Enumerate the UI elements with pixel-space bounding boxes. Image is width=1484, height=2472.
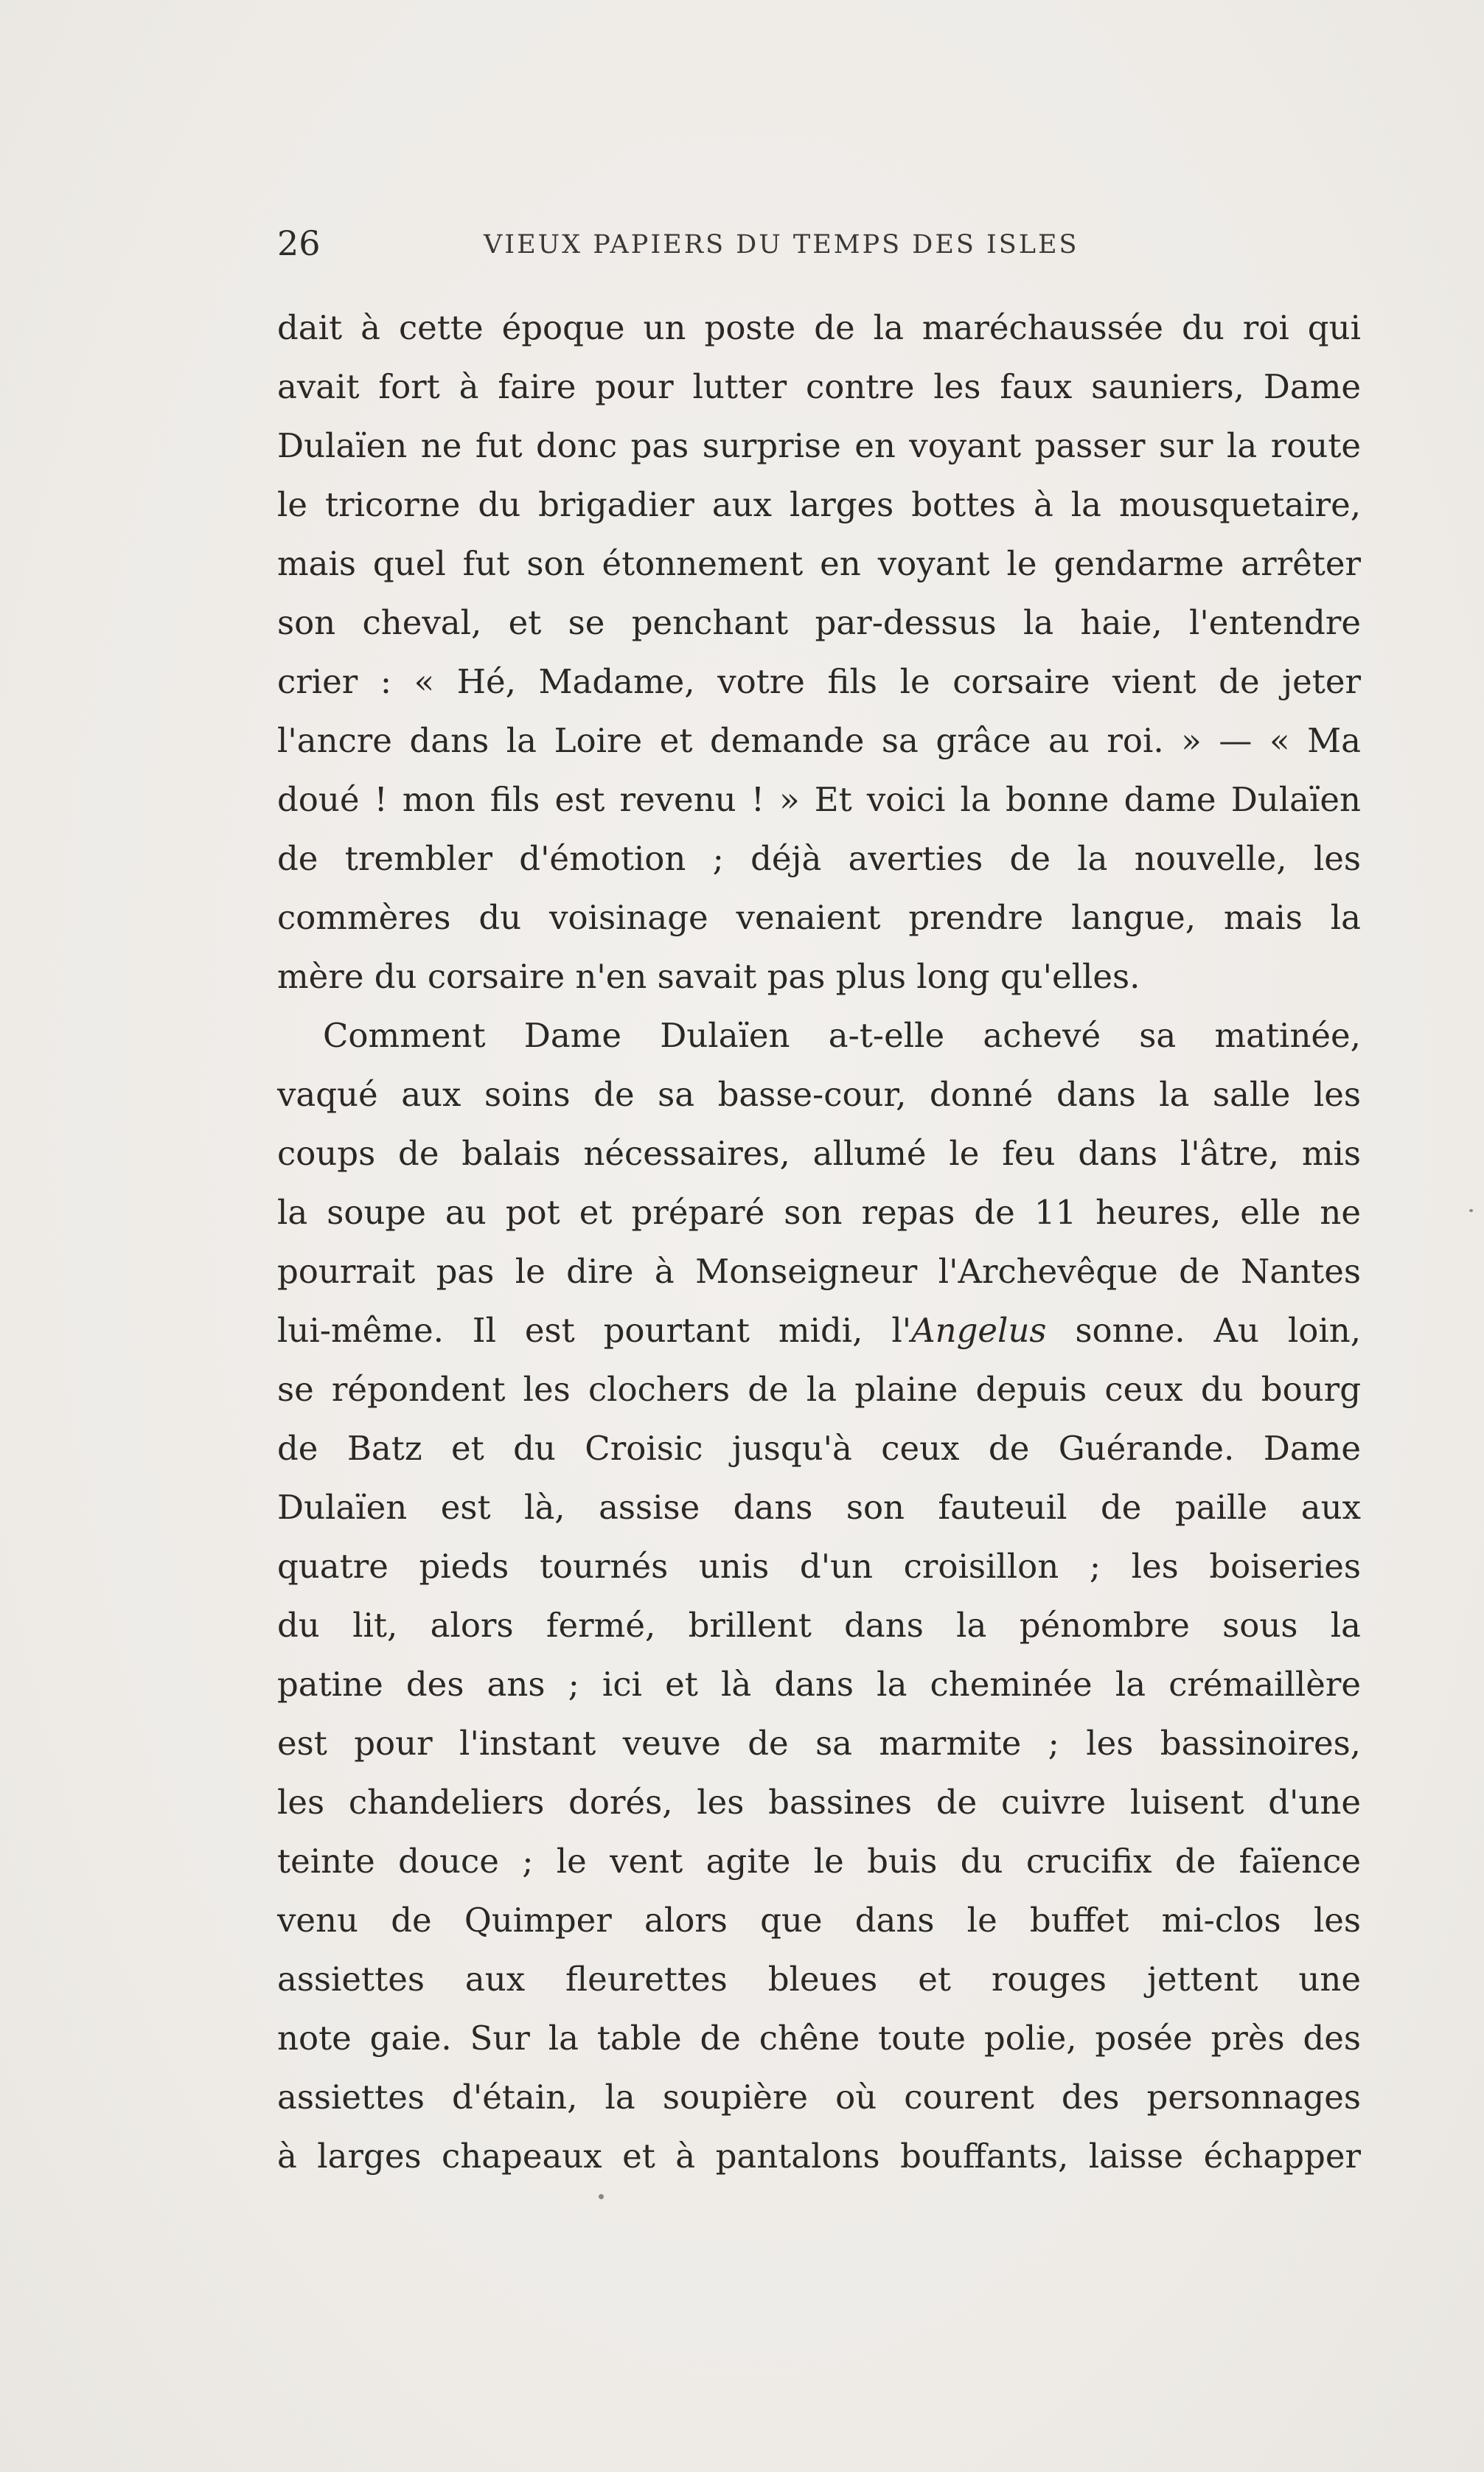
text-line: venu de Quimper alors que dans le buffet mi-clos les [277,1901,1361,1940]
text-line: quatre pieds tournés unis d'un croisillon ; les boiseries [277,1547,1361,1586]
text-line-angelus [277,1301,1361,1360]
text-line: est pour l'instant veuve de sa marmite ; les bassinoires, [277,1724,1361,1763]
running-title: VIEUX PAPIERS DU TEMPS DES ISLES [484,230,1079,260]
text-line: le tricorne du brigadier aux larges bottes à la mousquetaire, [277,485,1361,524]
page-number: 26 [277,223,321,263]
text-line: du lit, alors fermé, brillent dans la pénombre sous la [277,1606,1361,1645]
text-line: pourrait pas le dire à Monseigneur l'Archevêque de Nantes [277,1252,1361,1291]
text-line: à larges chapeaux et à pantalons bouffants, laisse échapper [277,2137,1361,2176]
text-line: dait à cette époque un poste de la maréchaussée du roi qui [277,308,1361,347]
text-line: patine des ans ; ici et là dans la cheminée la crémaillère [277,1665,1361,1704]
text-line: Dulaïen est là, assise dans son fauteuil de paille aux [277,1488,1361,1527]
text-segment: lui-même. Il est pourtant midi, l' [277,1311,912,1350]
text-line: se répondent les clochers de la plaine depuis ceux du bourg [277,1370,1361,1409]
text-line: coups de balais nécessaires, allumé le feu dans l'âtre, mis [277,1134,1361,1173]
text-segment: sonne. Au loin, [1046,1311,1362,1350]
text-line: assiettes d'étain, la soupière où courent des personnages [277,2078,1361,2117]
text-line: avait fort à faire pour lutter contre les faux sauniers, Dame [277,367,1361,406]
paper-speck [599,2194,604,2199]
text-line: mère du corsaire n'en savait pas plus long qu'elles. [277,957,1140,996]
running-head [277,221,1361,265]
text-line: commères du voisinage venaient prendre langue, mais la [277,898,1361,937]
text-line: l'ancre dans la Loire et demande sa grâce au roi. » — « Ma [277,721,1361,760]
text-line: vaqué aux soins de sa basse-cour, donné dans la salle les [277,1075,1361,1114]
text-line: doué ! mon fils est revenu ! » Et voici la bonne dame Dulaïen [277,780,1361,819]
text-line: la soupe au pot et préparé son repas de 11 heures, elle ne [277,1193,1361,1232]
text-line: son cheval, et se penchant par-dessus la haie, l'entendre [277,603,1361,642]
text-line: teinte douce ; le vent agite le buis du crucifix de faïence [277,1842,1361,1881]
text-line: assiettes aux fleurettes bleues et rouges jettent une [277,1960,1361,1999]
text-line: Dulaïen ne fut donc pas surprise en voyant passer sur la route [277,426,1361,465]
text-line: les chandeliers dorés, les bassines de cuivre luisent d'une [277,1783,1361,1822]
text-line: mais quel fut son étonnement en voyant le gendarme arrêter [277,544,1361,583]
text-line: de Batz et du Croisic jusqu'à ceux de Guérande. Dame [277,1429,1361,1468]
body-text [277,299,1361,2186]
text-line: de trembler d'émotion ; déjà averties de la nouvelle, les [277,839,1361,878]
paper-speck [1469,1209,1473,1212]
italic-word: Angelus [911,1311,1047,1350]
text-line: crier : « Hé, Madame, votre fils le corsaire vient de jeter [277,662,1361,701]
text-line: note gaie. Sur la table de chêne toute polie, posée près des [277,2019,1361,2058]
text-line: Comment Dame Dulaïen a-t-elle achevé sa matinée, [323,1016,1361,1055]
